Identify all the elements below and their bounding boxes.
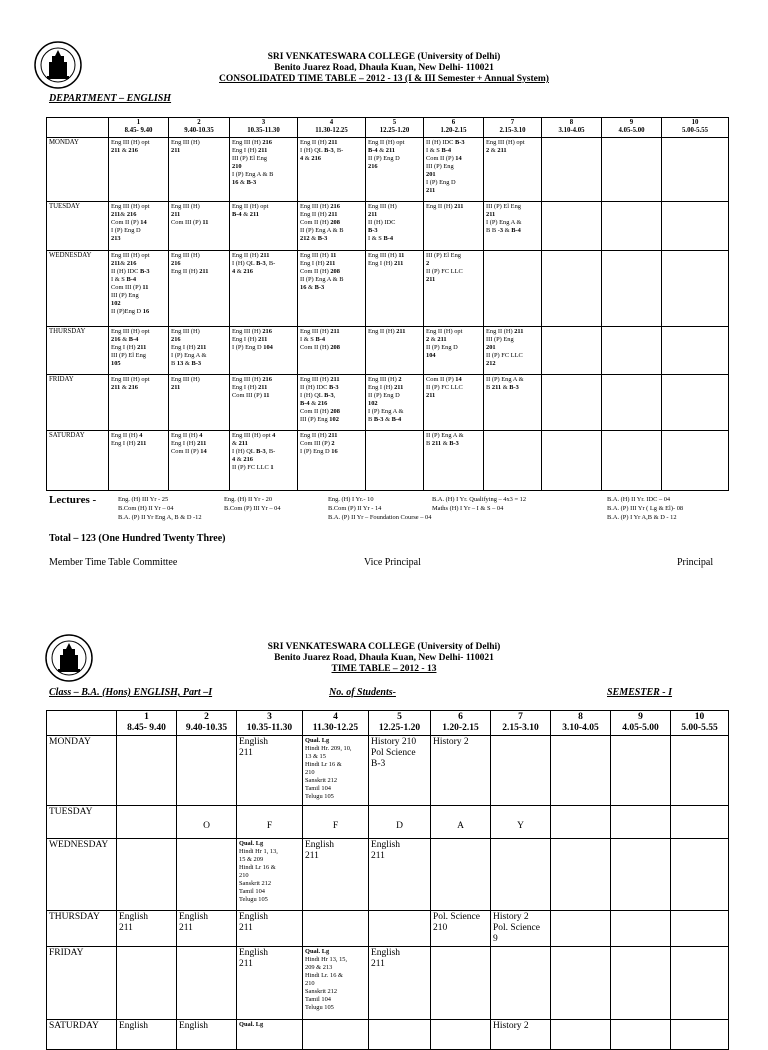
- period-header-8: 8 3.10-4.05: [542, 118, 602, 138]
- slot-wednesday-7: [484, 251, 542, 327]
- slot-monday-5: Eng II (H) opt B-4 & 211 II (P) Eng D 216: [366, 138, 424, 202]
- day-thursday: THURSDAY: [47, 327, 109, 375]
- slot-thursday-10: [662, 327, 729, 375]
- slot-wednesday-5: Eng III (H) 11 Eng I (H) 211: [366, 251, 424, 327]
- slot-friday-5: Eng III (H) 2 Eng I (H) 211 II (P) Eng D 102 I (P) Eng A & B B-3 & B-4: [366, 375, 424, 431]
- day-monday: MONDAY: [47, 138, 109, 202]
- slot-tuesday-6: Eng II (H) 211: [424, 202, 484, 251]
- period-header-10: 10 5.00-5.55: [662, 118, 729, 138]
- period-header-3: 3 10.35-11.30: [230, 118, 298, 138]
- slot-saturday-6: II (P) Eng A & B 211 & B-3: [424, 431, 484, 491]
- day-wednesday: WEDNESDAY: [47, 839, 117, 911]
- college-name: SRI VENKATESWARA COLLEGE (University of Delhi): [267, 52, 501, 62]
- day-friday: FRIDAY: [47, 375, 109, 431]
- slot-wednesday-2: Eng III (H) 216 Eng II (H) 211: [169, 251, 230, 327]
- slot-saturday-3: Eng III (H) opt 4 & 211 I (H) QL B-3, B- 4 & 216 II (P) FC LLC 1: [230, 431, 298, 491]
- college-address-2: Benito Juarez Road, Dhaula Kuan, New Delhi- 110021: [274, 653, 494, 663]
- period-header-5: 5 12.25-1.20: [366, 118, 424, 138]
- slot-friday-9: [602, 375, 662, 431]
- day-tuesday: TUESDAY: [47, 202, 109, 251]
- lectures-col-3: Eng. (H) I Yr.- 10 B.Com (P) II Yr - 14 B.A. (P) II Yr – Foundation Course – 04: [328, 496, 432, 521]
- period-header-7: 7 2.15-3.10: [484, 118, 542, 138]
- slot-monday-1: Eng III (H) opt 211 & 216: [109, 138, 169, 202]
- class-heading: Class – B.A. (Hons) ENGLISH, Part –I: [49, 687, 213, 698]
- slot-thursday-2: Eng III (H) 216 Eng I (H) 211 I (P) Eng A & B 13 & B-3: [169, 327, 230, 375]
- slot-saturday-2: Eng II (H) 4 Eng I (H) 211 Com II (P) 14: [169, 431, 230, 491]
- day-thursday: THURSDAY: [47, 911, 117, 947]
- slot-monday-2: Eng III (H) 211: [169, 138, 230, 202]
- slot-thursday-8: [542, 327, 602, 375]
- slot-thursday-3: Eng III (H) 216 Eng I (H) 211 I (P) Eng D 104: [230, 327, 298, 375]
- slot-thursday-4: Eng III (H) 211 I & S B-4 Com II (H) 208: [298, 327, 366, 375]
- slot-saturday-5: [366, 431, 424, 491]
- slot-saturday-4: Eng II (H) 211 Com III (P) 2 I (P) Eng D 16: [298, 431, 366, 491]
- lectures-label: Lectures -: [49, 494, 97, 506]
- class-timetable: 1 8.45- 9.40 2 9.40-10.35 3 10.35-11.30 4 11.30-12.25 5 12.25-1.20 6 1.20-2.15 7 2.15-3.10 8 3.10-4.05 9 4.05-5.00 10 5.00-5.55 MONDAY English 211 Qual. Lg Hindi Hr. 209, 10, 13 & 15 Hindi Lr 16 & 210 Sanskrit 212 Tamil 104 Telugu 105 History 210 Pol Science B-3 History 2 TUESDAY O F F D A Y WEDNESDAY Qual. Lg Hindi Hr 1, 13, 15 & 209 Hindi Lr 16 & 210 Sanskrit 212 Tamil 104 Telugu 105 English 211 English 211 THURSDAY English 211 English 211 English 211 Pol. Science 210 History 2 Pol. Science 9 FRIDAY English 211 Qual. Lg Hindi Hr 13, 15, 209 & 213 Hindi Lr. 16 & 210 Sanskrit 212 Tamil 104 Telugu 105 English 211 SATURDAY English English Qual. Lg History 2: [46, 710, 729, 1050]
- lectures-col-4: B.A. (H) I Yr. Qualifying – 4x3 = 12 Maths (H) I Yr – I & S – 04: [432, 496, 527, 512]
- slot-tuesday-7: III (P) El Eng 211 I (P) Eng A & B B -3 & B-4: [484, 202, 542, 251]
- slot-thursday-6: Eng II (H) opt 2 & 211 II (P) Eng D 104: [424, 327, 484, 375]
- slot-monday-4: Eng II (H) 211 I (H) QL B-3, B- 4 & 216: [298, 138, 366, 202]
- day-tuesday: TUESDAY: [47, 806, 117, 839]
- total-lectures: Total – 123 (One Hundred Twenty Three): [49, 533, 226, 544]
- slot-tuesday-5: Eng III (H) 211 II (H) IDC B-3 I & S B-4: [366, 202, 424, 251]
- day-saturday: SATURDAY: [47, 431, 109, 491]
- slot-tuesday-10: [662, 202, 729, 251]
- lectures-col-2: Eng. (H) II Yr - 20 B.Com (P) III Yr – 04: [224, 496, 281, 512]
- slot-tuesday-9: [602, 202, 662, 251]
- slot-tuesday-2: Eng III (H) 211 Com III (P) 11: [169, 202, 230, 251]
- semester-heading: SEMESTER - I: [607, 687, 673, 698]
- slot-thursday-5: Eng II (H) 211: [366, 327, 424, 375]
- slot-wednesday-8: [542, 251, 602, 327]
- period-header-4: 4 11.30-12.25: [298, 118, 366, 138]
- slot-thursday-9: [602, 327, 662, 375]
- consolidated-timetable: [46, 117, 729, 491]
- slot-tuesday-3: Eng II (H) opt B-4 & 211: [230, 202, 298, 251]
- department-heading: DEPARTMENT – ENGLISH: [49, 93, 172, 104]
- slot-monday-10: [662, 138, 729, 202]
- timetable-title-2: TIME TABLE – 2012 - 13: [331, 664, 437, 674]
- slot-wednesday-4: Eng III (H) 11 Eng I (H) 211 Com II (H) 208 II (P) Eng A & B 16 & B-3: [298, 251, 366, 327]
- slot-saturday-10: [662, 431, 729, 491]
- slot-friday-3: Eng III (H) 216 Eng I (H) 211 Com III (P) 11: [230, 375, 298, 431]
- slot-tuesday-8: [542, 202, 602, 251]
- college-name-2: SRI VENKATESWARA COLLEGE (University of Delhi): [267, 642, 501, 652]
- signature-principal: Principal: [677, 557, 714, 568]
- slot-wednesday-10: [662, 251, 729, 327]
- day-saturday: SATURDAY: [47, 1020, 117, 1050]
- slot-friday-1: Eng III (H) opt 211 & 216: [109, 375, 169, 431]
- students-heading: No. of Students-: [329, 687, 396, 698]
- slot-friday-8: [542, 375, 602, 431]
- slot-saturday-1: Eng II (H) 4 Eng I (H) 211: [109, 431, 169, 491]
- lectures-col-5: B.A. (H) II Yr. IDC – 04 B.A. (P) III Yr ( Lg & El)- 08 B.A. (P) I Yr A,B & D - 12: [607, 496, 684, 521]
- day-monday: MONDAY: [47, 736, 117, 806]
- slot-friday-4: Eng III (H) 211 II (H) IDC B-3 I (H) QL B-3, B-4 & 216 Com II (H) 208 III (P) Eng 102: [298, 375, 366, 431]
- timetable-title: CONSOLIDATED TIME TABLE – 2012 - 13 (I & III Semester + Annual System): [219, 74, 549, 84]
- slot-saturday-8: [542, 431, 602, 491]
- slot-monday-9: [602, 138, 662, 202]
- signature-member: Member Time Table Committee: [49, 557, 178, 568]
- slot-wednesday-9: [602, 251, 662, 327]
- slot-tuesday-1: Eng III (H) opt 211& 216 Com II (P) 14 I (P) Eng D 213: [109, 202, 169, 251]
- slot-monday-7: Eng III (H) opt 2 & 211: [484, 138, 542, 202]
- day-friday: FRIDAY: [47, 947, 117, 1020]
- slot-tuesday-4: Eng III (H) 216 Eng II (H) 211 Com II (H) 208 II (P) Eng A & B 212 & B-3: [298, 202, 366, 251]
- college-address: Benito Juarez Road, Dhaula Kuan, New Delhi- 110021: [274, 63, 494, 73]
- slot-saturday-9: [602, 431, 662, 491]
- slot-thursday-7: Eng II (H) 211 III (P) Eng 201 II (P) FC LLC 212: [484, 327, 542, 375]
- period-header-1: 1 8.45- 9.40: [109, 118, 169, 138]
- slot-thursday-1: Eng III (H) opt 216 & B-4 Eng I (H) 211 III (P) El Eng 105: [109, 327, 169, 375]
- period-header-6: 6 1.20-2.15: [424, 118, 484, 138]
- slot-monday-6: II (H) IDC B-3 I & S B-4 Com II (P) 14 III (P) Eng 201 I (P) Eng D 211: [424, 138, 484, 202]
- slot-saturday-7: [484, 431, 542, 491]
- slot-friday-10: [662, 375, 729, 431]
- slot-wednesday-6: III (P) El Eng 2 II (P) FC LLC 211: [424, 251, 484, 327]
- slot-monday-3: Eng III (H) 216 Eng I (H) 211 III (P) El Eng 210 I (P) Eng A & B 16 & B-3: [230, 138, 298, 202]
- signature-vice-principal: Vice Principal: [364, 557, 421, 568]
- corner-cell: [47, 118, 109, 138]
- slot-friday-2: Eng III (H) 211: [169, 375, 230, 431]
- slot-friday-7: II (P) Eng A & B 211 & B-3: [484, 375, 542, 431]
- slot-wednesday-1: Eng III (H) opt 211& 216 II (H) IDC B-3 I & S B-4 Com III (P) 11 III (P) Eng 102 II (P)Eng D 16: [109, 251, 169, 327]
- slot-monday-8: [542, 138, 602, 202]
- period-header-2: 2 9.40-10.35: [169, 118, 230, 138]
- lectures-col-1: Eng. (H) III Yr - 25 B.Com (H) II Yr – 04 B.A. (P) II Yr Eng A, B & D -12: [118, 496, 202, 521]
- slot-friday-6: Com II (P) 14 II (P) FC LLC 211: [424, 375, 484, 431]
- period-header-9: 9 4.05-5.00: [602, 118, 662, 138]
- day-wednesday: WEDNESDAY: [47, 251, 109, 327]
- slot-wednesday-3: Eng II (H) 211 I (H) QL B-3, B- 4 & 216: [230, 251, 298, 327]
